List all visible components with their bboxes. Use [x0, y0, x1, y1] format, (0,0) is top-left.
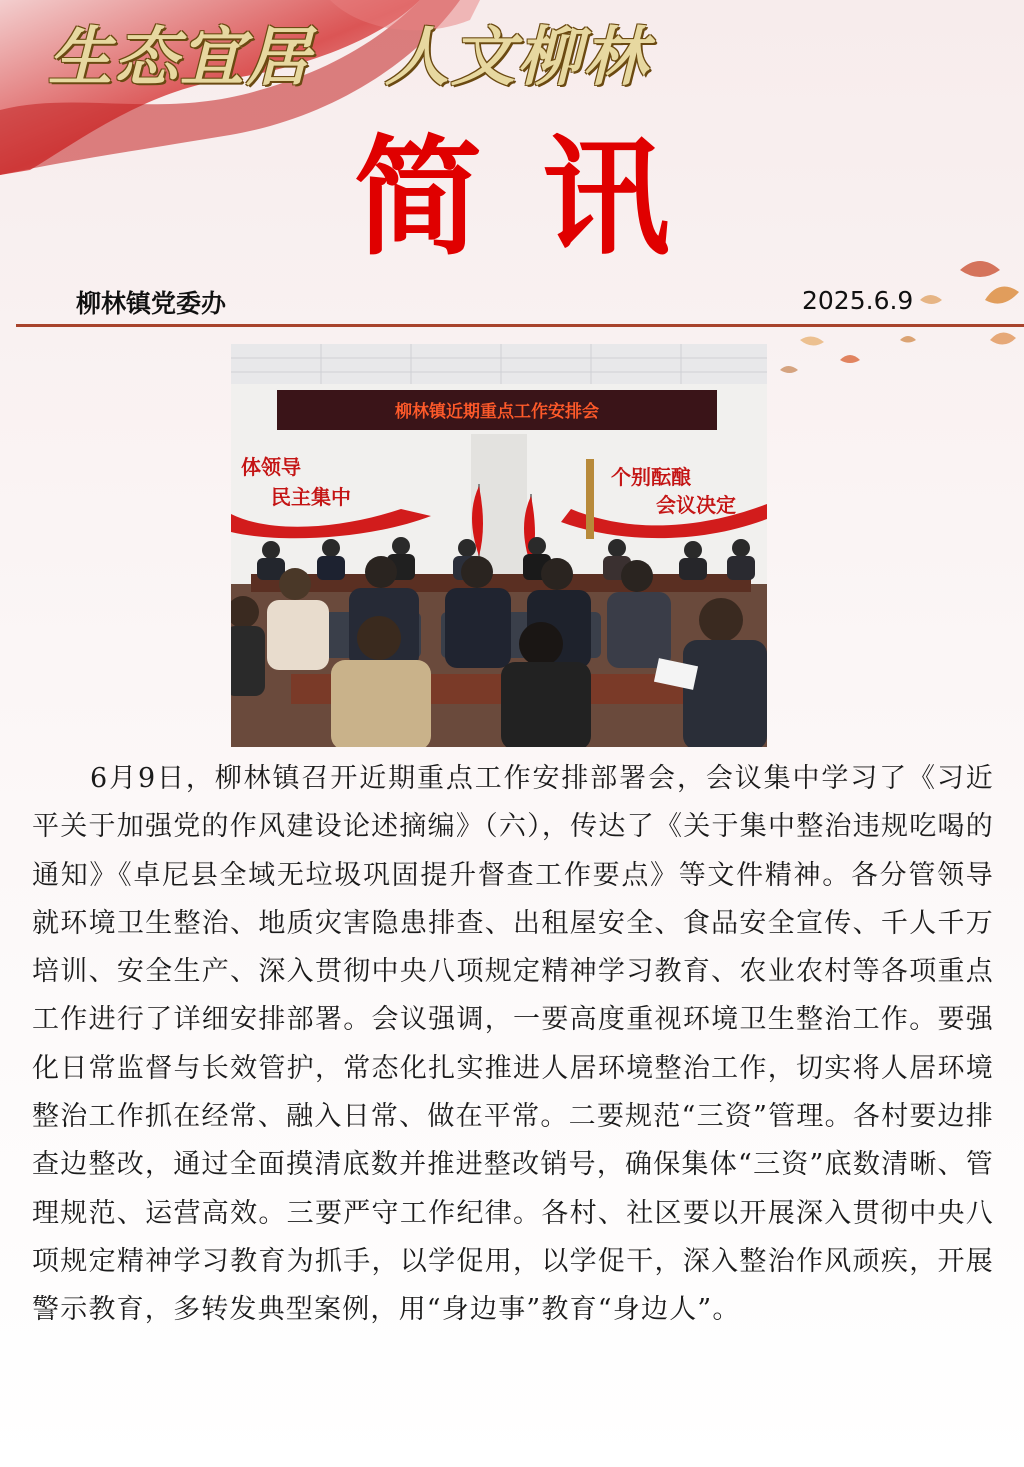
wall-slogan-left-2: 民主集中	[271, 485, 351, 509]
issuer-name: 柳林镇党委办	[76, 289, 227, 318]
led-banner-text: 柳林镇近期重点工作安排会	[395, 402, 599, 422]
issue-date: 2025.6.9	[802, 286, 914, 315]
wall-slogan-left-1: 体领导	[241, 455, 301, 479]
slogan-header: 生态宜居 人文柳林	[48, 20, 649, 95]
wall-slogan-right-2: 会议决定	[656, 493, 736, 517]
meeting-photo	[231, 344, 767, 747]
newsletter-masthead: 简讯	[353, 123, 730, 273]
article-body: 6月9日，柳林镇召开近期重点工作安排部署会，会议集中学习了《习近平关于加强党的作风建设论述摘编》（六），传达了《关于集中整治违规吃喝的通知》《卓尼县全域无垃圾巩固提升督查工作要点》等文件精神。各分管领导就环境卫生整治、地质灾害隐患排查、出租屋安全、食品安全宣传、千人千万培训、安全生产、深入贯彻中央八项规定精神学习教育、农业农村等各项重点工作进行了详细安排部署。会议强调，一要高度重视环境卫生整治工作。要强化日常监督与长效管护，常态化扎实推进人居环境整治工作，切实将人居环境整治工作抓在经常、融入日常、做在平常。二要规范“三资”管理。各村要边排查边整改，通过全面摸清底数并推进整改销号，确保集体“三资”底数清晰、管理规范、运营高效。三要严守工作纪律。各村、社区要以开展深入贯彻中央八项规定精神学习教育为抓手，以学促用，以学促干，深入整治作风顽疾，开展警示教育，多转发典型案例，用“身边事”教育“身边人”。	[32, 763, 994, 1326]
header-divider	[16, 324, 1024, 327]
wall-slogan-right-1: 个别酝酿	[611, 465, 691, 489]
